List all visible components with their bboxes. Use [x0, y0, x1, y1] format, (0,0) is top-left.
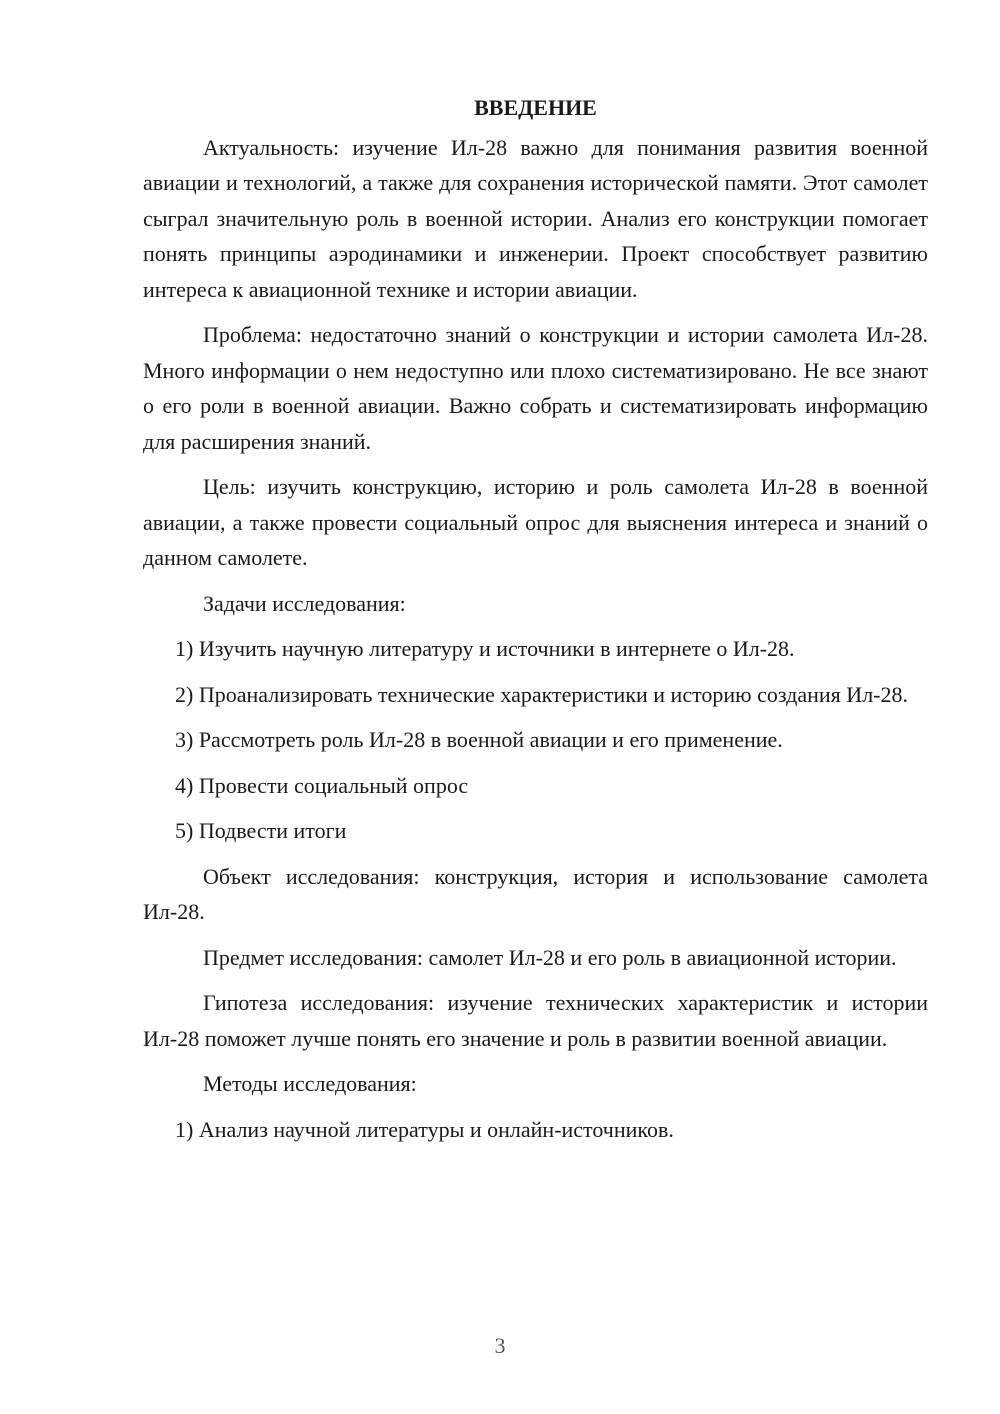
- paragraph-goal: Цель: изучить конструкцию, историю и роль самолета Ил-28 в военной авиации, а также провести социальный опрос для выяснения интереса и знаний о данном самолете.: [143, 474, 928, 570]
- paragraph-tasks-heading: Задачи исследования:: [203, 590, 406, 616]
- paragraph-object: Объект исследования: конструкция, история и использование самолета Ил-28.: [143, 863, 928, 924]
- paragraph-problem: Проблема: недостаточно знаний о конструкции и истории самолета Ил-28. Много информации о нем недоступно или плохо систематизировано. Не все знают о его роли в военной авиации. Важно собрать и систематизировать информацию для расширения знаний.: [143, 322, 928, 454]
- paragraph-methods-heading: Методы исследования:: [203, 1071, 417, 1096]
- page-number: 3: [494, 1333, 506, 1358]
- paragraph-subject: Предмет исследования: самолет Ил-28 и его роль в авиационной истории.: [203, 944, 897, 970]
- list-item-task-2: 2) Проанализировать технические характеристики и историю создания Ил-28.: [175, 681, 908, 707]
- paragraph-hypothesis: Гипотеза исследования: изучение технических характеристик и истории Ил-28 поможет лучше понять его значение и роль в развитии военной авиации.: [143, 990, 928, 1051]
- document-page: [143, 90, 928, 1157]
- list-item-task-1: 1) Изучить научную литературу и источники в интернете о Ил-28.: [175, 636, 795, 661]
- list-item-task-5: 5) Подвести итоги: [175, 818, 347, 843]
- section-title: ВВЕДЕНИЕ: [474, 95, 597, 120]
- paragraph-relevance: Актуальность: изучение Ил-28 важно для понимания развития военной авиации и технологий, а также для сохранения исторической памяти. Этот самолет сыграл значительную роль в военной истории. Анализ его конструкции помогает понять принципы аэродинамики и инженерии. Проект способствует развитию интереса к авиационной технике и истории авиации.: [143, 134, 928, 302]
- list-item-task-4: 4) Провести социальный опрос: [175, 772, 469, 798]
- list-item-method-1: 1) Анализ научной литературы и онлайн-источников.: [175, 1116, 674, 1142]
- list-item-task-3: 3) Рассмотреть роль Ил-28 в военной авиации и его применение.: [175, 727, 783, 752]
